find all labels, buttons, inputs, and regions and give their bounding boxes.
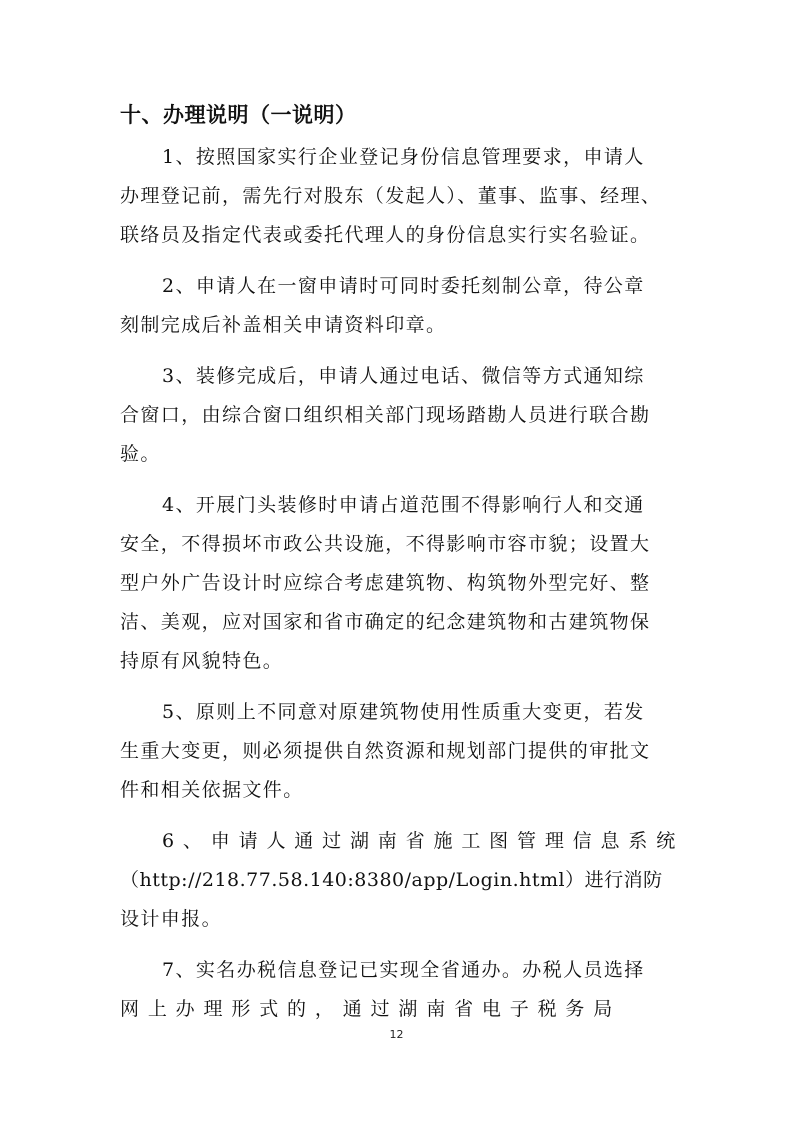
paragraph-line: 5、原则上不同意对原建筑物使用性质重大变更，若发 <box>162 701 645 723</box>
paragraph-line: 7、实名办税信息登记已实现全省通办。办税人员选择 <box>162 959 645 981</box>
paragraph-line: 1、按照国家实行企业登记身份信息管理要求，申请人 <box>162 146 645 168</box>
paragraph-3 <box>120 357 676 474</box>
url-line: （http://218.77.58.140:8380/app/Login.html）进行消防 <box>120 869 663 891</box>
paragraph-4 <box>120 486 676 681</box>
paragraph-line: 网 上 办 理 形 式 的 ， 通 过 湖 南 省 电 子 税 务 局 <box>120 998 614 1020</box>
paragraph-line: 持原有风貌特色。 <box>120 650 284 672</box>
paragraph-1 <box>120 138 676 255</box>
body-text <box>120 138 676 1041</box>
paragraph-line: 设计申报。 <box>120 908 223 930</box>
paragraph-line: 生重大变更，则必须提供自然资源和规划部门提供的审批文 <box>120 740 651 762</box>
paragraph-5 <box>120 693 676 810</box>
paragraph-line: 2、申请人在一窗申请时可同时委托刻制公章，待公章 <box>162 275 645 297</box>
paragraph-line: 型户外广告设计时应综合考虑建筑物、构筑物外型完好、整 <box>120 572 651 594</box>
page-number: 12 <box>389 1028 404 1041</box>
paragraph-line: 办理登记前，需先行对股东（发起人）、董事、监事、经理、 <box>120 185 662 207</box>
paragraph-line: 6 、 申 请 人 通 过 湖 南 省 施 工 图 管 理 信 息 系 统 <box>162 830 677 852</box>
section-heading: 十、办理说明（一说明） <box>120 103 357 127</box>
paragraph-line: 验。 <box>120 443 161 465</box>
paragraph-line: 4、开展门头装修时申请占道范围不得影响行人和交通 <box>162 494 645 516</box>
paragraph-2 <box>120 267 676 345</box>
paragraph-line: 洁、美观，应对国家和省市确定的纪念建筑物和古建筑物保 <box>120 611 651 633</box>
paragraph-7 <box>120 951 676 1029</box>
paragraph-line: 联络员及指定代表或委托代理人的身份信息实行实名验证。 <box>120 224 651 246</box>
paragraph-line: 3、装修完成后，申请人通过电话、微信等方式通知综 <box>162 365 645 387</box>
paragraph-line: 件和相关依据文件。 <box>120 779 304 801</box>
paragraph-6 <box>120 822 676 939</box>
paragraph-line: 刻制完成后补盖相关申请资料印章。 <box>120 314 447 336</box>
paragraph-line: 合窗口，由综合窗口组织相关部门现场踏勘人员进行联合勘 <box>120 404 651 426</box>
paragraph-line: 安全，不得损坏市政公共设施，不得影响市容市貌；设置大 <box>120 533 651 555</box>
